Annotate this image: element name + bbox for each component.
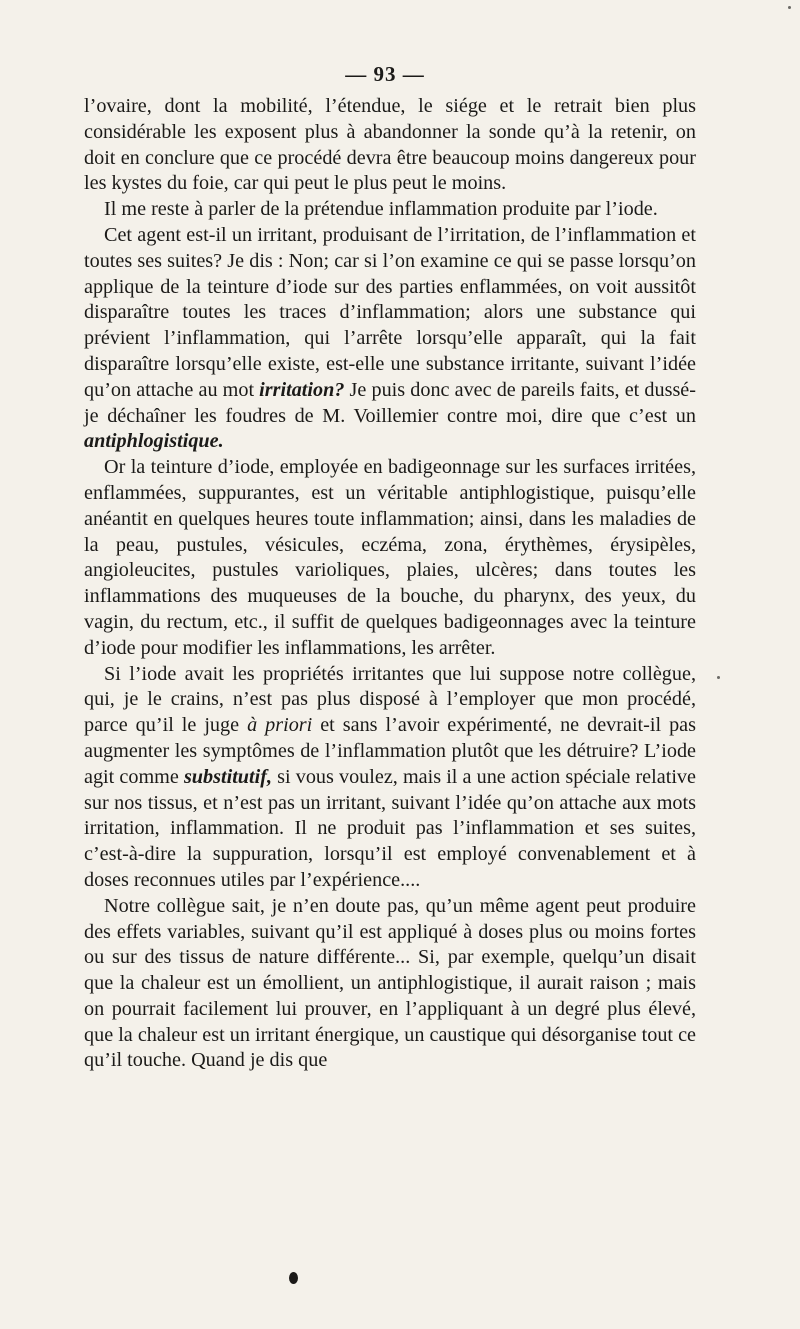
text-run: Je puis donc avec de pareils faits, et dussé-je déchaîner les foudres de M. Voillemier contre moi, dire que c’est un — [84, 378, 696, 427]
text-run: et sans l’avoir expérimenté, ne devrait-il pas augmenter les symptômes de l’inflammation plutôt que les détruire? L’iode agit comme — [84, 714, 696, 788]
paragraph — [84, 662, 696, 894]
text-run: Notre collègue sait, je n’en doute pas, qu’un même agent peut produire des effets variables, suivant qu’il est appliqué à doses plus ou moins fortes ou sur des tissus de nature différente... Si, par exemple, quelqu’un disait que la chaleur est un émollient, un antiphlogistique, il aurait raison ; mais on pourrait facilement lui prouver, en l’appliquant à un degré plus élevé, que la chaleur est un irritant énergique, un caustique qui désorganise tout ce qu’il touche. Quand je dis que — [84, 894, 696, 1072]
text-run: Si l’iode avait les propriétés irritantes que lui suppose notre collègue, qui, je le crains, n’est pas plus disposé à l’employer que mon procédé, parce qu’il le juge — [84, 662, 696, 737]
italic-term: substitutif, — [183, 765, 273, 788]
paragraph — [84, 94, 696, 197]
italic-term: antiphlogistique. — [84, 430, 224, 453]
text-run: Il me reste à parler de la prétendue inflammation produite par l’iode. — [104, 198, 658, 221]
page-number: — 93 — — [345, 62, 425, 86]
paper-speck — [788, 6, 791, 9]
text-run: Cet agent est-il un irritant, produisant de l’irritation, de l’inflammation et toutes ses suites? Je dis : Non; car si l’on examine ce qui se passe lorsqu’on applique de la teinture d’iode sur des parties enflammées, on voit aussitôt disparaître toutes les traces d’inflammation; alors une substance qui prévient l’inflammation, qui l’arrête lorsqu’elle apparaît, qui la fait disparaître lorsqu’elle existe, est-elle une substance irritante, suivant l’idée qu’on attache au mot — [84, 223, 696, 401]
body-text — [84, 94, 696, 1074]
paragraph — [84, 223, 696, 455]
ink-dot — [289, 1272, 298, 1284]
paragraph — [84, 894, 696, 1075]
paragraph — [84, 455, 696, 661]
italic-phrase: à priori — [247, 714, 313, 737]
text-run: l’ovaire, dont la mobilité, l’étendue, le siége et le retrait bien plus considérable les exposent plus à abandonner la sonde qu’à la retenir, on doit en conclure que ce procédé devra être beaucoup moins dangereux pour les kystes du foie, car qui peut le plus peut le moins. — [84, 95, 696, 195]
paper-speck — [717, 676, 720, 679]
text-run: si vous voulez, mais il a une action spéciale relative sur nos tissus, et n’est pas un irritant, suivant l’idée qu’on attache aux mots irritation, inflammation. Il ne produit pas l’inflammation et ses suites, c’est-à-dire la suppuration, lorsqu’il est employé convenablement et à doses reconnues utiles par l’expérience.... — [84, 765, 696, 891]
text-run: Or la teinture d’iode, employée en badigeonnage sur les surfaces irritées, enflammées, suppurantes, est un véritable antiphlogistique, puisqu’elle anéantit en quelques heures toute inflammation; ainsi, dans les maladies de la peau, pustules, vésicules, eczéma, zona, érythèmes, érysipèles, angioleucites, pustules varioliques, plaies, ulcères; dans toutes les inflammations des muqueuses de la bouche, du pharynx, des yeux, du vagin, du rectum, etc., il suffit de quelques badigeonnages avec la teinture d’iode pour modifier les inflammations, les arrêter. — [84, 456, 696, 659]
italic-term: irritation? — [259, 378, 345, 401]
paragraph — [84, 197, 696, 223]
